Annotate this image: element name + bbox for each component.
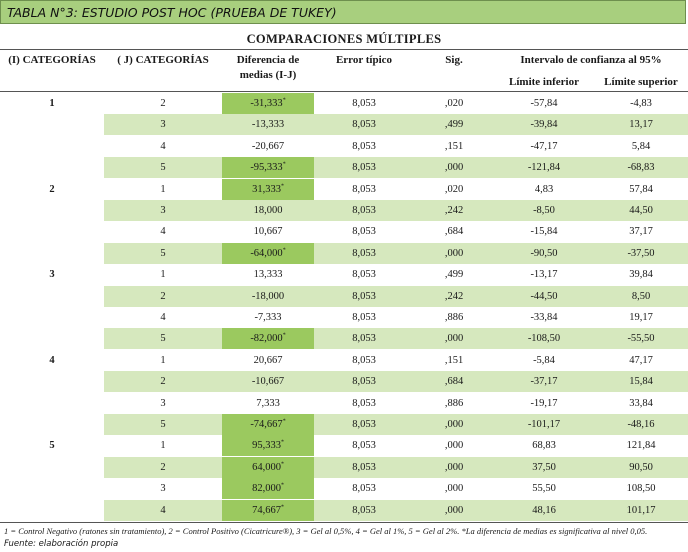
header-i-categorias: (I) CATEGORÍAS bbox=[8, 54, 96, 66]
significance-star: * bbox=[282, 161, 286, 168]
cell-sig: ,886 bbox=[444, 397, 464, 409]
cell-upper-limit: 121,84 bbox=[626, 440, 656, 452]
table-row bbox=[0, 136, 688, 157]
cell-mean-difference bbox=[222, 307, 314, 328]
table-row bbox=[0, 221, 688, 242]
cell-upper-limit: 19,17 bbox=[629, 312, 653, 323]
cell-sig: ,684 bbox=[444, 226, 464, 238]
cell-sig: ,000 bbox=[444, 162, 464, 174]
table-row bbox=[0, 157, 688, 178]
cell-j-category: 4 bbox=[160, 312, 166, 323]
cell-i-category bbox=[0, 243, 104, 264]
cell-standard-error: 8,053 bbox=[352, 376, 376, 388]
cell-j-category: 1 bbox=[160, 354, 166, 366]
table-row bbox=[0, 500, 688, 521]
cell-sig: ,000 bbox=[444, 483, 464, 495]
significance-star: * bbox=[282, 97, 286, 104]
significance-star: * bbox=[280, 482, 284, 489]
cell-sig: ,000 bbox=[444, 504, 464, 516]
table-row bbox=[0, 200, 688, 221]
table-row bbox=[0, 393, 688, 414]
header-diferencia-1: Diferencia de bbox=[236, 54, 300, 66]
cell-upper-limit: 57,84 bbox=[629, 183, 653, 195]
cell-j-category: 1 bbox=[160, 183, 166, 195]
cell-upper-limit: 37,17 bbox=[629, 226, 653, 238]
cell-lower-limit: -33,84 bbox=[530, 312, 558, 323]
cell-i-category bbox=[0, 136, 104, 157]
cell-lower-limit: 48,16 bbox=[532, 504, 556, 516]
cell-sig: ,020 bbox=[444, 98, 464, 109]
header-diferencia-2: medias (I-J) bbox=[239, 69, 297, 81]
cell-sig: ,000 bbox=[444, 419, 464, 430]
cell-mean-difference bbox=[222, 350, 314, 371]
cell-mean-difference bbox=[222, 179, 314, 200]
cell-mean-difference bbox=[222, 435, 314, 456]
cell-j-category: 2 bbox=[160, 290, 166, 302]
cell-standard-error: 8,053 bbox=[352, 269, 376, 281]
cell-j-category: 3 bbox=[160, 205, 166, 216]
cell-sig: ,499 bbox=[444, 119, 464, 131]
table-row bbox=[0, 179, 688, 200]
header-error-tipico: Error típico bbox=[335, 54, 393, 66]
header-limite-superior: Límite superior bbox=[604, 76, 678, 88]
mean-difference-value: -31,333 bbox=[250, 98, 283, 109]
cell-standard-error: 8,053 bbox=[352, 461, 376, 473]
table-row bbox=[0, 307, 688, 328]
cell-j-category: 2 bbox=[160, 98, 166, 109]
cell-mean-difference bbox=[222, 157, 314, 178]
table-row bbox=[0, 243, 688, 264]
header-sig: Sig. bbox=[445, 54, 463, 66]
mean-difference-value: -74,667 bbox=[250, 419, 283, 430]
cell-i-category bbox=[0, 114, 104, 135]
mean-difference-value: 64,000 bbox=[252, 461, 281, 473]
cell-j-category: 3 bbox=[160, 397, 166, 409]
cell-j-category: 5 bbox=[160, 247, 166, 259]
cell-i-category bbox=[0, 221, 104, 242]
cell-lower-limit: -5,84 bbox=[533, 354, 555, 366]
cell-i-category bbox=[0, 371, 104, 392]
significance-star: * bbox=[282, 332, 286, 339]
cell-lower-limit: -47,17 bbox=[530, 140, 558, 152]
cell-standard-error: 8,053 bbox=[352, 354, 376, 366]
cell-i-category: 1 bbox=[49, 98, 55, 109]
mean-difference-value: 7,333 bbox=[256, 397, 280, 409]
mean-difference-value: -7,333 bbox=[254, 312, 282, 323]
cell-j-category: 4 bbox=[160, 226, 166, 238]
mean-difference-value: -13,333 bbox=[251, 119, 285, 131]
significance-star: * bbox=[280, 461, 284, 468]
cell-standard-error: 8,053 bbox=[352, 483, 376, 495]
cell-standard-error: 8,053 bbox=[352, 290, 376, 302]
cell-lower-limit: 55,50 bbox=[532, 483, 556, 495]
significance-star: * bbox=[280, 504, 284, 511]
cell-sig: ,684 bbox=[444, 376, 464, 388]
cell-standard-error: 8,053 bbox=[352, 98, 376, 109]
cell-j-category: 1 bbox=[160, 440, 166, 452]
cell-mean-difference bbox=[222, 328, 314, 349]
table-row bbox=[0, 286, 688, 307]
cell-i-category bbox=[0, 478, 104, 499]
cell-mean-difference bbox=[222, 286, 314, 307]
cell-sig: ,242 bbox=[444, 290, 464, 302]
cell-lower-limit: -108,50 bbox=[527, 333, 561, 345]
cell-i-category bbox=[0, 457, 104, 478]
mean-difference-value: 74,667 bbox=[252, 504, 281, 516]
cell-upper-limit: -4,83 bbox=[630, 98, 652, 109]
cell-mean-difference bbox=[222, 200, 314, 221]
cell-lower-limit: -8,50 bbox=[533, 205, 555, 216]
cell-lower-limit: 37,50 bbox=[532, 461, 556, 473]
cell-standard-error: 8,053 bbox=[352, 140, 376, 152]
cell-upper-limit: 8,50 bbox=[631, 290, 651, 302]
cell-upper-limit: -68,83 bbox=[627, 162, 655, 174]
cell-j-category: 1 bbox=[160, 269, 166, 281]
cell-sig: ,000 bbox=[444, 333, 464, 345]
cell-mean-difference bbox=[222, 114, 314, 135]
cell-j-category: 4 bbox=[160, 504, 166, 516]
header-j-categorias: ( J) CATEGORÍAS bbox=[117, 54, 209, 66]
cell-upper-limit: 44,50 bbox=[629, 205, 653, 216]
cell-standard-error: 8,053 bbox=[352, 162, 376, 174]
table-row bbox=[0, 264, 688, 285]
cell-upper-limit: 108,50 bbox=[626, 483, 656, 495]
mean-difference-value: 18,000 bbox=[253, 205, 283, 216]
cell-upper-limit: -37,50 bbox=[627, 247, 655, 259]
significance-star: * bbox=[280, 439, 284, 446]
mean-difference-value: -82,000 bbox=[250, 333, 283, 345]
cell-i-category bbox=[0, 414, 104, 435]
mean-difference-value: -18,000 bbox=[251, 290, 285, 302]
mean-difference-value: 31,333 bbox=[252, 183, 281, 195]
cell-standard-error: 8,053 bbox=[352, 333, 376, 345]
cell-i-category: 4 bbox=[49, 354, 55, 366]
cell-sig: ,151 bbox=[444, 140, 464, 152]
cell-lower-limit: -101,17 bbox=[527, 419, 561, 430]
cell-upper-limit: 5,84 bbox=[631, 140, 651, 152]
cell-j-category: 5 bbox=[160, 333, 166, 345]
table-bottom-rule bbox=[0, 522, 688, 523]
cell-j-category: 5 bbox=[160, 162, 166, 174]
cell-lower-limit: -13,17 bbox=[530, 269, 558, 281]
mean-difference-value: -20,667 bbox=[251, 140, 285, 152]
cell-mean-difference bbox=[222, 478, 314, 499]
cell-upper-limit: 33,84 bbox=[629, 397, 653, 409]
table-row bbox=[0, 371, 688, 392]
mean-difference-value: 95,333 bbox=[252, 440, 281, 452]
cell-upper-limit: 47,17 bbox=[629, 354, 653, 366]
cell-sig: ,886 bbox=[444, 312, 464, 323]
cell-mean-difference bbox=[222, 221, 314, 242]
cell-i-category: 5 bbox=[49, 440, 55, 452]
footnote: 1 = Control Negativo (ratones sin tratamiento), 2 = Control Positivo (Cicatricure®), 3 = Gel al 0,5%, 4 = Gel al 1%, 5 = Gel al 2%. *La diferencia de medias es significativa al nivel 0,05. bbox=[4, 526, 648, 536]
cell-i-category bbox=[0, 200, 104, 221]
cell-mean-difference bbox=[222, 393, 314, 414]
cell-standard-error: 8,053 bbox=[352, 183, 376, 195]
cell-mean-difference bbox=[222, 371, 314, 392]
cell-sig: ,020 bbox=[444, 183, 464, 195]
cell-upper-limit: 39,84 bbox=[629, 269, 653, 281]
mean-difference-value: -95,333 bbox=[250, 162, 283, 174]
table-row bbox=[0, 414, 688, 435]
cell-upper-limit: -48,16 bbox=[627, 419, 655, 430]
cell-lower-limit: -90,50 bbox=[530, 247, 558, 259]
table-row bbox=[0, 435, 688, 456]
cell-j-category: 3 bbox=[160, 483, 166, 495]
cell-i-category bbox=[0, 157, 104, 178]
significance-star: * bbox=[280, 183, 284, 190]
table-row bbox=[0, 93, 688, 114]
cell-j-category: 5 bbox=[160, 419, 166, 430]
table-row bbox=[0, 478, 688, 499]
cell-sig: ,000 bbox=[444, 440, 464, 452]
significance-star: * bbox=[282, 247, 286, 254]
cell-lower-limit: -44,50 bbox=[530, 290, 558, 302]
cell-standard-error: 8,053 bbox=[352, 247, 376, 259]
table-subtitle: COMPARACIONES MÚLTIPLES bbox=[246, 32, 442, 46]
cell-j-category: 4 bbox=[160, 140, 166, 152]
cell-i-category bbox=[0, 328, 104, 349]
cell-sig: ,499 bbox=[444, 269, 464, 281]
cell-sig: ,242 bbox=[444, 205, 464, 216]
cell-mean-difference bbox=[222, 136, 314, 157]
cell-j-category: 3 bbox=[160, 119, 166, 131]
source-note: Fuente: elaboración propia bbox=[4, 539, 119, 549]
mean-difference-value: -64,000 bbox=[250, 247, 283, 259]
cell-j-category: 2 bbox=[160, 376, 166, 388]
cell-sig: ,000 bbox=[444, 247, 464, 259]
header-limite-inferior: Límite inferior bbox=[509, 76, 579, 88]
significance-star: * bbox=[282, 418, 286, 425]
cell-lower-limit: -39,84 bbox=[530, 119, 558, 131]
cell-mean-difference bbox=[222, 414, 314, 435]
cell-lower-limit: 4,83 bbox=[534, 183, 554, 195]
cell-upper-limit: 101,17 bbox=[626, 504, 656, 516]
cell-upper-limit: 90,50 bbox=[629, 461, 653, 473]
cell-i-category bbox=[0, 307, 104, 328]
cell-lower-limit: -15,84 bbox=[530, 226, 558, 238]
cell-standard-error: 8,053 bbox=[352, 205, 376, 216]
cell-i-category bbox=[0, 500, 104, 521]
mean-difference-value: 10,667 bbox=[253, 226, 283, 238]
cell-upper-limit: -55,50 bbox=[627, 333, 655, 345]
cell-lower-limit: -19,17 bbox=[530, 397, 558, 409]
cell-lower-limit: -57,84 bbox=[530, 98, 558, 109]
mean-difference-value: 20,667 bbox=[253, 354, 283, 366]
table-row bbox=[0, 350, 688, 371]
cell-upper-limit: 13,17 bbox=[629, 119, 653, 131]
cell-i-category bbox=[0, 393, 104, 414]
cell-lower-limit: -121,84 bbox=[527, 162, 561, 174]
cell-lower-limit: 68,83 bbox=[532, 440, 556, 452]
cell-i-category: 3 bbox=[49, 269, 55, 281]
table-row bbox=[0, 457, 688, 478]
cell-j-category: 2 bbox=[160, 461, 166, 473]
cell-standard-error: 8,053 bbox=[352, 419, 376, 430]
cell-standard-error: 8,053 bbox=[352, 397, 376, 409]
cell-mean-difference bbox=[222, 500, 314, 521]
header-top-rule bbox=[0, 49, 688, 50]
cell-mean-difference bbox=[222, 457, 314, 478]
cell-standard-error: 8,053 bbox=[352, 119, 376, 131]
table-title: TABLA N°3: ESTUDIO POST HOC (PRUEBA DE TUKEY) bbox=[0, 0, 686, 24]
table-row bbox=[0, 328, 688, 349]
cell-standard-error: 8,053 bbox=[352, 226, 376, 238]
mean-difference-value: -10,667 bbox=[251, 376, 285, 388]
header-intervalo: Intervalo de confianza al 95% bbox=[520, 54, 662, 66]
cell-mean-difference bbox=[222, 243, 314, 264]
mean-difference-value: 13,333 bbox=[253, 269, 283, 281]
cell-standard-error: 8,053 bbox=[352, 440, 376, 452]
cell-mean-difference bbox=[222, 264, 314, 285]
mean-difference-value: 82,000 bbox=[252, 483, 281, 495]
cell-i-category: 2 bbox=[49, 183, 55, 195]
cell-i-category bbox=[0, 286, 104, 307]
header-bottom-rule bbox=[0, 91, 688, 92]
cell-standard-error: 8,053 bbox=[352, 312, 376, 323]
cell-sig: ,000 bbox=[444, 461, 464, 473]
cell-lower-limit: -37,17 bbox=[530, 376, 558, 388]
cell-standard-error: 8,053 bbox=[352, 504, 376, 516]
table-row bbox=[0, 114, 688, 135]
cell-sig: ,151 bbox=[444, 354, 464, 366]
cell-mean-difference bbox=[222, 93, 314, 114]
cell-upper-limit: 15,84 bbox=[629, 376, 653, 388]
